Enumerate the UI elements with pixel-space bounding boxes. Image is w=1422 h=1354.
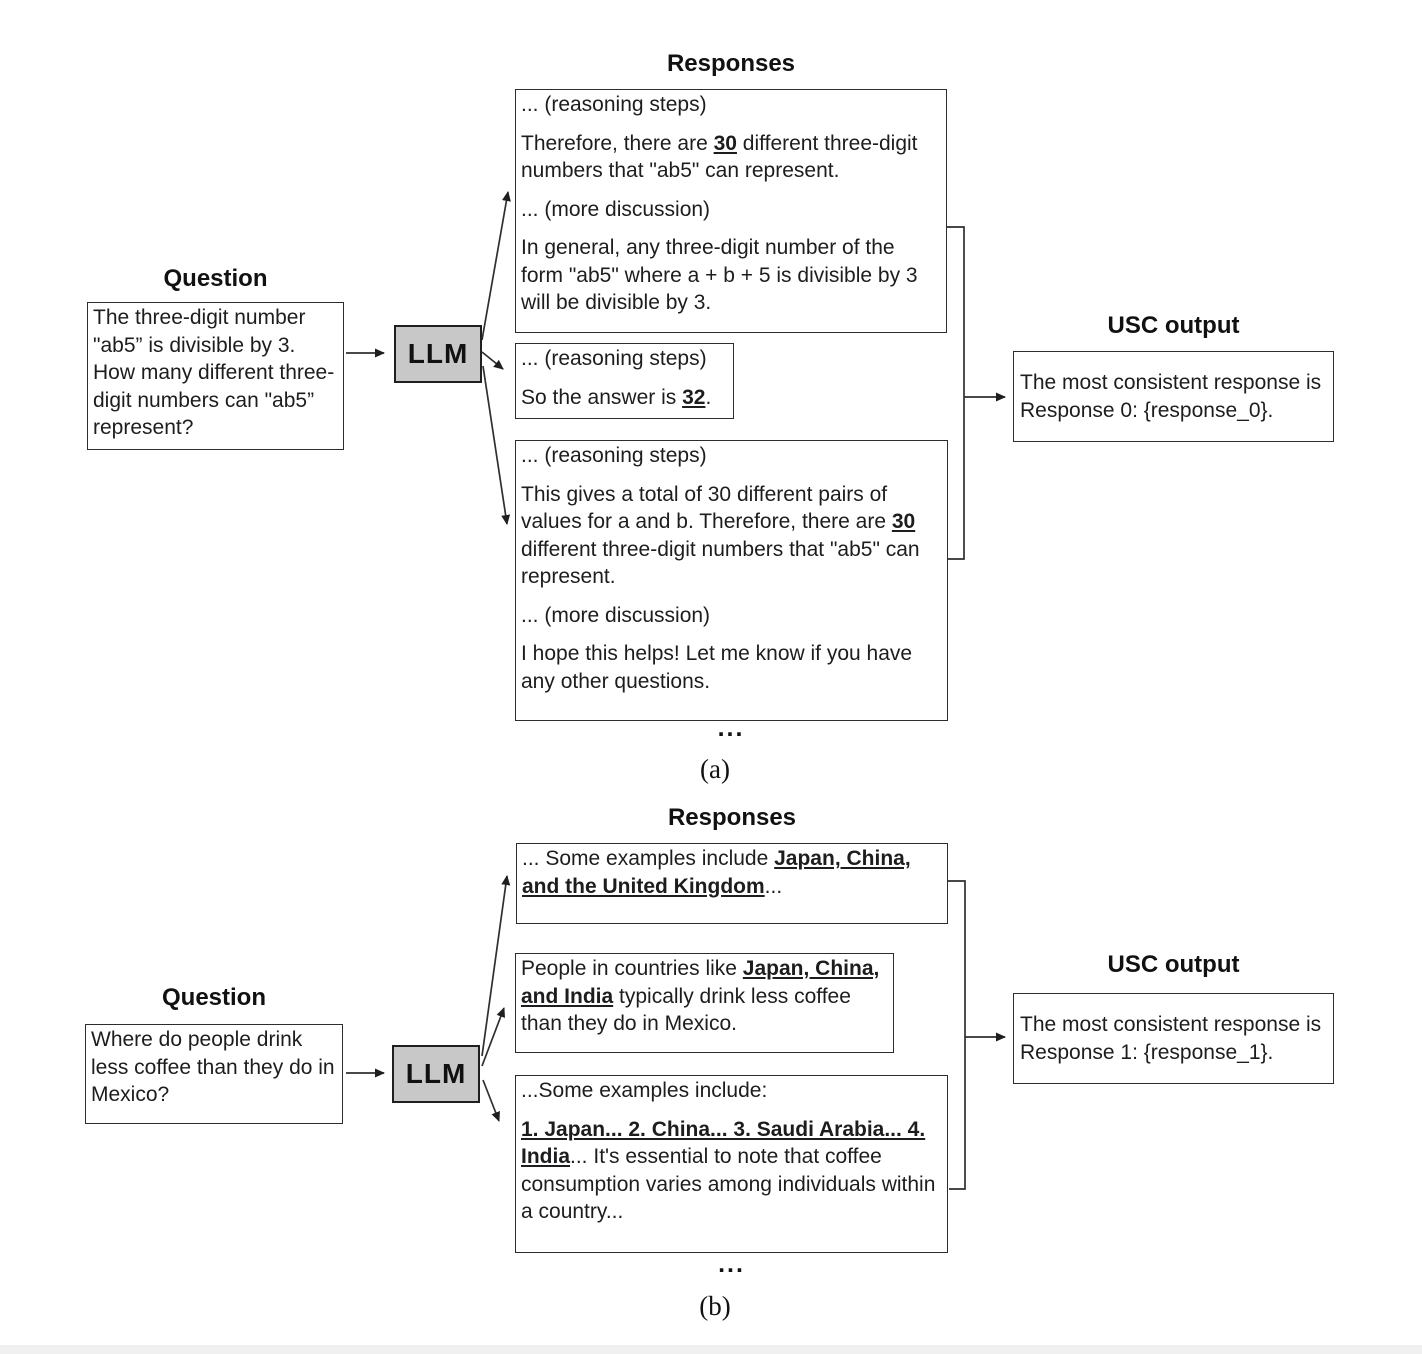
question-heading-b: Question — [161, 984, 266, 1011]
llm-box-b: LLM — [392, 1045, 480, 1103]
response-box-b-2: People in countries like Japan, China, and India typically drink less coffee than they do in Mexico. — [515, 953, 894, 1053]
usc-output-text-a: The most consistent response is Response 0: {response_0}. — [1020, 371, 1322, 422]
usc-output-box-a — [1013, 351, 1334, 442]
arrow-llm-to-response1-b — [482, 876, 507, 1056]
page-bottom-edge — [0, 1345, 1422, 1354]
usc-output-text-b: The most consistent response is Response 1: {response_1}. — [1020, 1013, 1322, 1064]
more-responses-ellipsis-b: ... — [718, 1250, 745, 1278]
subfigure-caption-a: (a) — [700, 754, 730, 784]
response-box-b-3: ...Some examples include: 1. Japan... 2. China... 3. Saudi Arabia... 4. India... It's essential to note that coffee consumption varies among individuals within a country... — [515, 1075, 948, 1253]
subfigure-caption-b: (b) — [699, 1291, 731, 1321]
bracket-responses-a — [947, 227, 964, 559]
question-box-a: The three-digit number "ab5” is divisible by 3. How many different three-digit numbers can "ab5” represent? — [87, 302, 344, 450]
arrow-llm-to-response2-b — [482, 1008, 504, 1066]
responses-heading-a: Responses — [666, 50, 796, 77]
question-heading-a: Question — [163, 265, 268, 292]
response-box-b-1: ... Some examples include Japan, China, and the United Kingdom... — [516, 843, 948, 924]
question-box-b: Where do people drink less coffee than they do in Mexico? — [85, 1024, 343, 1124]
arrow-llm-to-response1-a — [482, 192, 508, 340]
response-box-a-1: ... (reasoning steps) Therefore, there are 30 different three-digit numbers that "ab5" can represent. ... (more discussion) In general, any three-digit number of the form "ab5" where a + b + 5 is divisible by 3 will be divisible by 3. — [515, 89, 947, 333]
llm-box-a: LLM — [394, 325, 482, 383]
arrow-llm-to-response3-b — [483, 1080, 499, 1121]
bracket-responses-b — [948, 881, 965, 1189]
usc-heading-b: USC output — [1107, 951, 1240, 978]
more-responses-ellipsis-a: ... — [717, 714, 745, 742]
arrow-llm-to-response3-a — [483, 366, 507, 524]
usc-heading-a: USC output — [1107, 312, 1240, 339]
responses-heading-b: Responses — [667, 804, 797, 831]
arrow-llm-to-response2-a — [482, 352, 503, 369]
usc-output-box-b — [1013, 993, 1334, 1084]
response-box-a-3: ... (reasoning steps) This gives a total of 30 different pairs of values for a and b. Therefore, there are 30 different three-digit numbers that "ab5" can represent. ... (more discussion) I hope this helps! Let me know if you have any other questions. — [515, 440, 948, 721]
response-box-a-2: ... (reasoning steps) So the answer is 32. — [515, 343, 734, 419]
